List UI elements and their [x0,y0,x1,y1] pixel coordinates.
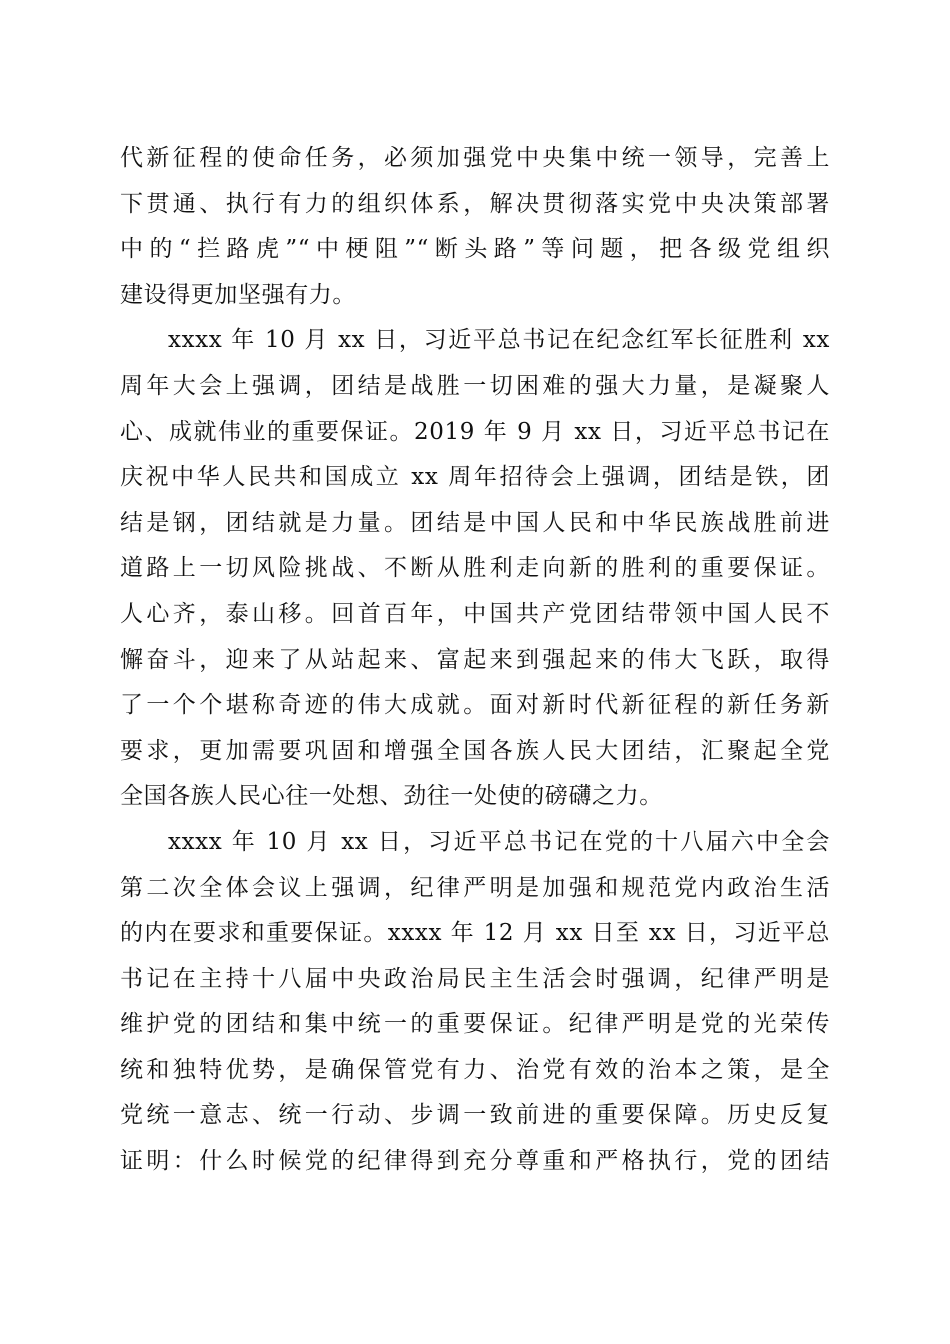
text-line: 道路上一切风险挑战、不断从胜利走向新的胜利的重要保证。 [120,555,830,582]
text-line: 心、成就伟业的重要保证。2019 年 9 月 xx 日，习近平总书记在 [120,418,830,445]
text-line: 建设得更加坚强有力。 [120,281,356,308]
text-line: 结是钢，团结就是力量。团结是中国人民和中华民族战胜前进 [120,509,830,536]
text-line: 代新征程的使命任务，必须加强党中央集中统一领导，完善上 [120,145,830,171]
paragraph-3 [120,820,830,1185]
document-body [120,136,830,1185]
text-line: 党统一意志、统一行动、步调一致前进的重要保障。历史反复 [120,1102,830,1129]
paragraph-1 [120,136,830,318]
text-line: 周年大会上强调，团结是战胜一切困难的强大力量，是凝聚人 [120,372,830,399]
text-line: 人心齐，泰山移。回首百年，中国共产党团结带领中国人民不 [120,600,830,627]
text-line: 了一个个堪称奇迹的伟大成就。面对新时代新征程的新任务新 [120,692,830,719]
text-line: xxxx 年 10 月 xx 日，习近平总书记在纪念红军长征胜利 xx [168,327,830,354]
text-line: 维护党的团结和集中统一的重要保证。纪律严明是党的光荣传 [120,1011,830,1038]
text-line: 要求，更加需要巩固和增强全国各族人民大团结，汇聚起全党 [120,737,830,764]
text-line: 第二次全体会议上强调，纪律严明是加强和规范党内政治生活 [120,874,830,901]
text-line: 书记在主持十八届中央政治局民主生活会时强调，纪律严明是 [120,965,830,992]
text-line: 的内在要求和重要保证。xxxx 年 12 月 xx 日至 xx 日，习近平总 [120,920,830,947]
text-line: xxxx 年 10 月 xx 日，习近平总书记在党的十八届六中全会 [168,828,830,855]
text-line: 证明：什么时候党的纪律得到充分尊重和严格执行，党的团结 [120,1148,830,1175]
paragraph-2 [120,318,830,820]
text-line: 庆祝中华人民共和国成立 xx 周年招待会上强调，团结是铁，团 [120,464,830,491]
text-line: 下贯通、执行有力的组织体系，解决贯彻落实党中央决策部署 [120,190,830,217]
text-line: 中的“拦路虎”“中梗阻”“断头路”等问题，把各级党组织 [120,236,830,263]
text-line: 统和独特优势，是确保管党有力、治党有效的治本之策，是全 [120,1056,830,1083]
text-line: 全国各族人民心往一处想、劲往一处使的磅礴之力。 [120,783,663,810]
text-line: 懈奋斗，迎来了从站起来、富起来到强起来的伟大飞跃，取得 [120,646,830,673]
